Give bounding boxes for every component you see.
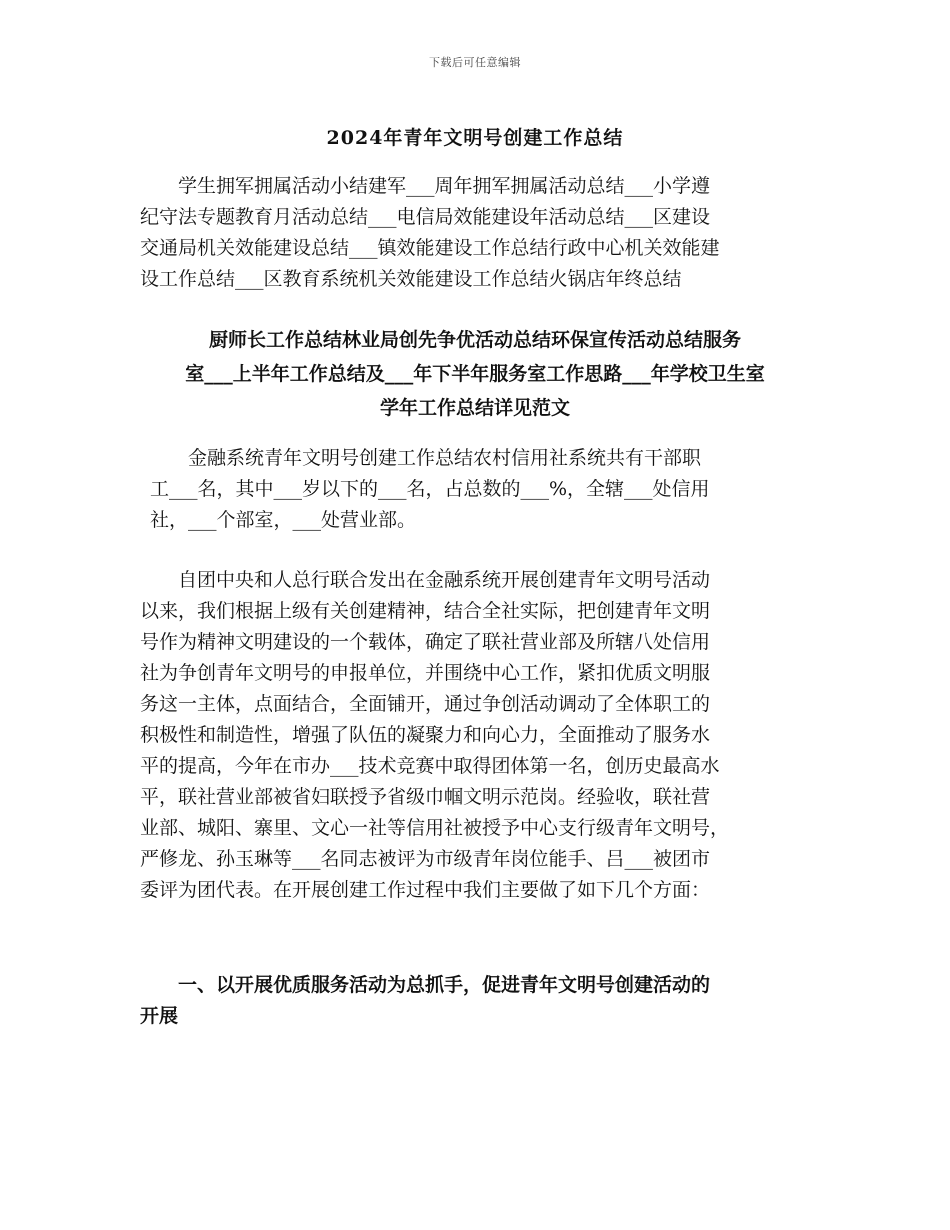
text-line: 业部、城阳、寨里、文心一社等信用社被授予中心支行级青年文明号， [140,817,730,839]
text-line: 设工作总结___区教育系统机关效能建设工作总结火锅店年终总结 [140,268,682,290]
text-line: 学生拥军拥属活动小结建军___周年拥军拥属活动总结___小学遵 [178,175,711,197]
text-line: 工___名，其中___岁以下的___名，占总数的___%，全辖___处信用 [150,478,710,500]
section-heading-1 [140,970,812,1032]
header-note: 下载后可任意编辑 [429,56,521,69]
text-line: 开展 [140,1005,179,1027]
text-line: 以来，我们根据上级有关创建精神，结合全社实际，把创建青年文明 [140,600,711,622]
text-line: 号作为精神文明建设的一个载体，确定了联社营业部及所辖八处信用 [140,631,711,653]
text-line: 学年工作总结详见范文 [379,397,570,419]
text-line: 交通局机关效能建设总结___镇效能建设工作总结行政中心机关效能建 [140,237,720,259]
text-line: 社，___个部室，___处营业部。 [150,509,417,531]
text-line: 务这一主体，点面结合，全面铺开，通过争创活动调动了全体职工的 [140,693,711,715]
text-line: 平的提高，今年在市办___技术竞赛中取得团体第一名，创历史最高水 [140,755,720,777]
text-line: 社为争创青年文明号的申报单位，并围绕中心工作，紧扣优质文明服 [140,662,711,684]
text-line: 一、以开展优质服务活动为总抓手，促进青年文明号创建活动的 [178,974,711,996]
paragraph-4 [140,565,812,906]
text-line: 委评为团代表。在开展创建工作过程中我们主要做了如下几个方面： [140,879,711,901]
paragraph-2-bold [130,323,820,425]
paragraph-1 [140,171,812,295]
text-line: 室___上半年工作总结及___年下半年服务室工作思路___年学校卫生室 [185,363,765,385]
text-line: 自团中央和人总行联合发出在金融系统开展创建青年文明号活动 [178,569,711,591]
text-line: 厨师长工作总结林业局创先争优活动总结环保宣传活动总结服务 [208,329,741,351]
text-line: 严修龙、孙玉琳等___名同志被评为市级青年岗位能手、吕___被团市 [140,848,711,870]
text-line: 平，联社营业部被省妇联授予省级巾帼文明示范岗。经验收，联社营 [140,786,711,808]
text-line: 积极性和制造性，增强了队伍的凝聚力和向心力，全面推动了服务水 [140,724,711,746]
text-line: 纪守法专题教育月活动总结___电信局效能建设年活动总结___区建设 [140,206,711,228]
paragraph-3 [150,443,800,536]
text-line: 金融系统青年文明号创建工作总结农村信用社系统共有干部职 [188,447,702,469]
document-title: 2024年青年文明号创建工作总结 [326,127,624,149]
